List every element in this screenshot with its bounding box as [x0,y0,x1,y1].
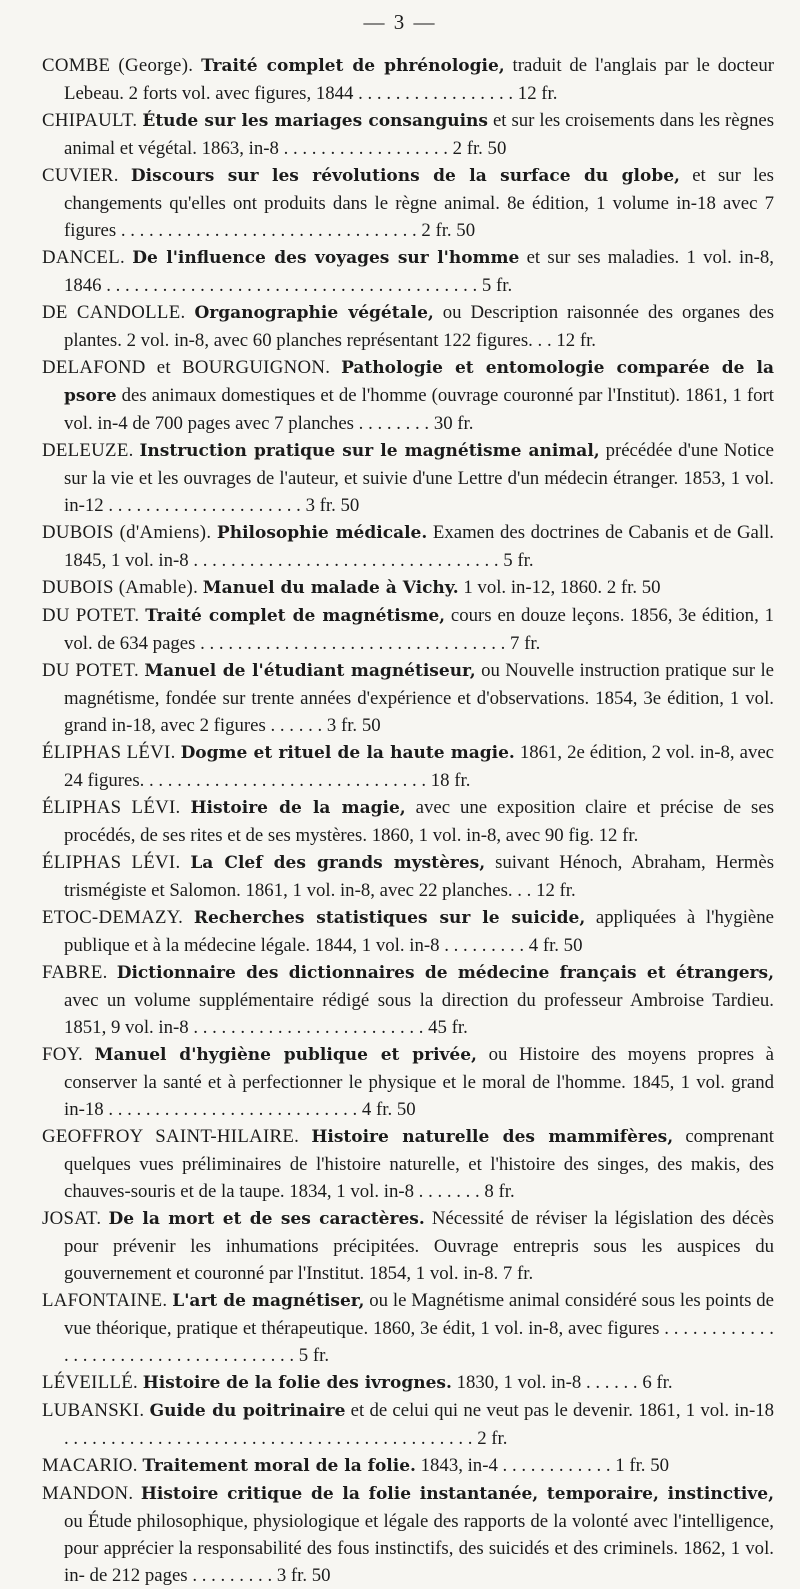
entry-title: Traitement moral de la folie. [142,1456,416,1476]
entry-title: Manuel d'hygiène publique et privée, [94,1045,477,1065]
catalog-entry [42,519,774,574]
entry-dot-leader: . . . . . . . . . . . . . . . . . . [278,138,453,159]
entry-title: Traité complet de phrénologie, [201,56,505,76]
catalog-entry [42,437,774,519]
entry-price: 5 fr. [481,275,513,296]
entry-dot-leader: . . . . . . . . . . . . . . . . . . . . . . . . . . . [103,1099,362,1120]
entry-price: 12 fr. [536,880,576,901]
entry-author: DUBOIS (Amable). [42,577,199,598]
entry-description: ou Étude philosophique, physiologique et légale des rapports de la volonté avec l'intelligence, pour apprécier la responsabilité des fous instinctifs, des suicidés et des criminels. 1862, 1 vol. in- de 212 pages [64,1511,774,1586]
catalog-entry [42,1397,774,1452]
entry-author: GEOFFROY SAINT-HILAIRE. [42,1126,300,1147]
entry-description: cours en douze leçons. 1856, 3e édition, 1 vol. de 634 pages [64,605,775,654]
entry-price: 4 fr. 50 [528,935,583,956]
entry-description: suivant Hénoch, Abraham, Hermès trismégiste et Salomon. 1861, 1 vol. in-8, avec 22 planches. . . [64,852,775,901]
entry-title: Pathologie et entomologie comparée de la psore [64,358,774,406]
entry-description: avec une exposition claire et précise de ses procédés, de ses rites et de ses mystères. 1860, 1 vol. in-8, avec 90 fig. [64,797,775,846]
entry-description: 1861, 2e édition, 2 vol. in-8, avec 24 figures. . [64,742,775,791]
entry-dot-leader: . . . . . . . . [353,413,434,434]
entry-description: et sur les changements qu'elles ont produits dans le règne animal. 8e édition, 1 volume in-18 avec 7 figures [64,165,774,241]
entry-dot-leader: . . . . . . . [413,1181,485,1202]
entry-price: 2 fr. 50 [452,138,507,159]
catalog-entry [42,1041,774,1123]
entry-title: Manuel du malade à Vichy. [202,578,459,598]
entry-title: Étude sur les mariages consanguins [142,111,488,131]
entry-dot-leader: . . . . . . . . . [187,1565,277,1586]
entry-title: Recherches statistiques sur le suicide, [193,908,586,928]
entry-description: Examen des doctrines de Cabanis et de Gall. 1845, 1 vol. in-8 [64,522,774,571]
entry-author: ÉLIPHAS LÉVI. [42,797,181,818]
entry-author: DELEUZE. [42,440,134,461]
entry-dot-leader: . . . . . . . . . . . . . . . . . [353,83,518,104]
catalog-entry [42,1452,774,1480]
entry-title: Philosophie médicale. [216,523,428,543]
entry-description: des animaux domestiques et de l'homme (ouvrage couronné par l'Institut). 1861, 1 fort vol. in-4 de 700 pages avec 7 planches [64,385,774,434]
entry-description: ou le Magnétisme animal considéré sous les points de vue théorique, pratique et thérapeutique. 1860, 3e édit, 1 vol. in-8, avec figures [64,1290,774,1339]
entry-description: et sur ses maladies. 1 vol. in-8, 1846 [64,247,774,296]
entry-dot-leader: . . . . . . . . . . . . . . . . . . . . . . . . . . . . . . . . . . . . . . . . . . . . [64,1428,478,1449]
entry-dot-leader: . . . . . . . . . . . . . . . . . . . . . . . . . . . . . . . . [116,220,422,241]
entry-author: CHIPAULT. [42,110,138,131]
catalog-entry [42,1205,774,1287]
entry-description: précédée d'une Notice sur la vie et les ouvrages de l'auteur, et suivie d'une Lettre d'un médecin étranger. 1853, 1 vol. in-12 [64,440,774,516]
entry-dot-leader: . . . . . . [581,1372,643,1393]
entry-title: L'art de magnétiser, [172,1291,365,1311]
entry-author: ETOC-DEMAZY. [42,907,184,928]
entry-title: Instruction pratique sur le magnétisme animal, [139,441,600,461]
entry-price: 3 fr. 50 [305,495,360,516]
catalog-entry [42,1287,774,1369]
entry-dot-leader: . . . . . . . . . . . . . . . . . . . . . . . . . . . . . . . . . [188,550,504,571]
entry-dot-leader: . . . . . . . . . . . . . . . . . . . . . [103,495,306,516]
catalog-entry [42,299,774,354]
entry-price: 7 fr. [502,1263,534,1284]
entry-description: et sur les croisements dans les règnes animal et végétal. 1863, in-8 [64,110,774,159]
catalog-entry [42,162,774,244]
entry-author: FOY. [42,1044,84,1065]
entry-price: 45 fr. [428,1017,468,1038]
catalog-entry [42,739,774,794]
entry-author: COMBE (George). [42,55,194,76]
catalog-entry [42,244,774,299]
entry-author: ÉLIPHAS LÉVI. [42,852,181,873]
entry-author: DU POTET. [42,660,139,681]
entry-dot-leader: . . . . . . . . . . . . . . . . . . . . . . . . . . . . . . . . . . . . . . . . [101,275,482,296]
entry-description: ou Histoire des moyens propres à conserver la santé et à perfectionner le physique et le moral de l'homme. 1845, 1 vol. grand in-18 [64,1044,774,1120]
entry-dot-leader: . . . . . . . . . . . . . . . . . . . . . . . . . [188,1017,429,1038]
entry-description: comprenant quelques vues préliminaires de l'histoire naturelle, et l'histoire des singes, des makis, des chauves-souris et de la taupe. 1834, 1 vol. in-8 [64,1126,774,1202]
entry-author: DUBOIS (d'Amiens). [42,522,212,543]
entry-author: MACARIO. [42,1455,138,1476]
entry-description: et de celui qui ne veut pas le devenir. 1861, 1 vol. in-18 [350,1400,774,1421]
catalog-entry [42,354,774,437]
entry-title: Traité complet de magnétisme, [145,606,446,626]
entry-description: 1 vol. in-12, 1860. [463,577,603,598]
entry-title: Dogme et rituel de la haute magie. [180,743,515,763]
entry-price: 4 fr. 50 [361,1099,416,1120]
entry-description: 1830, 1 vol. in-8 [456,1372,582,1393]
entry-title: De la mort et de ses caractères. [108,1209,425,1229]
catalog-entry [42,52,774,107]
entry-title: Histoire naturelle des mammifères, [311,1127,674,1147]
entry-dot-leader: . . . . . . . . . . . . . . . . . . . . . . . . . . . . . . . . . . . . . [64,1318,775,1366]
entry-dot-leader: . . . . . . . . . . . . . . . . . . . . . . . . . . . . . . . . . [195,633,511,654]
entry-title: Manuel de l'étudiant magnétiseur, [144,661,476,681]
entry-title: La Clef des grands mystères, [190,853,486,873]
entry-description: appliquées à l'hygiène publique et à la médecine légale. 1844, 1 vol. in-8 [64,907,774,956]
entry-price: 3 fr. 50 [326,715,381,736]
entry-title: Guide du poitrinaire [149,1401,346,1421]
entry-author: LAFONTAINE. [42,1290,168,1311]
entry-dot-leader: . . . . . . [265,715,327,736]
entry-price: 7 fr. [510,633,541,654]
entry-price: 5 fr. [298,1345,330,1366]
entry-description: 1843, in-4 [420,1455,498,1476]
catalog-entries [42,52,774,1589]
entry-price: 8 fr. [484,1181,515,1202]
page-number: — 3 — [363,10,437,34]
entry-title: Histoire de la folie des ivrognes. [142,1373,452,1393]
entry-price: 6 fr. [642,1372,673,1393]
entry-dot-leader: . . . . . . . . . [439,935,529,956]
entry-price: 3 fr. 50 [276,1565,331,1586]
entry-author: DELAFOND et BOURGUIGNON. [42,357,331,378]
entry-dot-leader: . . . . . . . . . . . . [497,1455,616,1476]
entry-price: 12 fr. [556,330,597,351]
entry-author: DE CANDOLLE. [42,302,186,323]
catalog-entry [42,904,774,959]
catalog-entry [42,602,774,657]
entry-author: LÉVEILLÉ. [42,1372,139,1393]
catalog-entry [42,1369,774,1397]
entry-price: 12 fr. [517,83,558,104]
entry-price: 2 fr. [477,1428,508,1449]
catalog-entry [42,657,774,739]
entry-price: 12 fr. [598,825,639,846]
entry-title: Organographie végétale, [194,303,434,323]
entry-price: 18 fr. [430,770,471,791]
entry-description: ou Description raisonnée des organes des plantes. 2 vol. in-8, avec 60 planches représentant 122 figures. . . [64,302,774,351]
entry-author: FABRE. [42,962,108,983]
entry-author: CUVIER. [42,165,119,186]
entry-price: 1 fr. 50 [615,1455,669,1476]
entry-title: De l'influence des voyages sur l'homme [132,248,520,268]
entry-author: JOSAT. [42,1208,102,1229]
catalog-entry [42,1480,774,1589]
entry-dot-leader: . . . . . . . . . . . . . . . . . . . . . . . . . . . . . [153,770,431,791]
entry-title: Discours sur les révolutions de la surface du globe, [130,166,680,186]
catalog-entry [42,959,774,1041]
entry-description: avec un volume supplémentaire rédigé sous la direction du professeur Ambroise Tardieu. 1851, 9 vol. in-8 [64,990,774,1038]
entry-description: Nécessité de réviser la législation des décès pour prévenir les inhumations précipitées. Ouvrage entrepris sous les auspices du gouvernement et couronné par l'Institut. 1854, 1 vol. in-8. [64,1208,774,1284]
entry-price: 30 fr. [433,413,474,434]
entry-author: MANDON. [42,1483,134,1504]
catalog-entry [42,849,774,904]
catalog-entry [42,794,774,849]
entry-title: Histoire critique de la folie instantanée, temporaire, instinctive, [140,1484,774,1504]
entry-description: ou Nouvelle instruction pratique sur le magnétisme, fondée sur trente années d'expérience et d'observations. 1854, 3e édition, 1 vol. grand in-18, avec 2 figures [64,660,775,736]
entry-price: 2 fr. 50 [421,220,476,241]
entry-description: traduit de l'anglais par le docteur Lebeau. 2 forts vol. avec figures, 1844 [64,55,775,104]
entry-title: Histoire de la magie, [190,798,406,818]
catalog-entry [42,574,774,602]
entry-author: LUBANSKI. [42,1400,145,1421]
entry-price: 5 fr. [503,550,534,571]
entry-author: ÉLIPHAS LÉVI. [42,742,176,763]
entry-author: DU POTET. [42,605,140,626]
catalog-entry [42,1123,774,1205]
catalog-entry [42,107,774,162]
entry-title: Dictionnaire des dictionnaires de médecine français et étrangers, [116,963,774,983]
entry-author: DANCEL. [42,247,125,268]
entry-price: 2 fr. 50 [606,577,661,598]
